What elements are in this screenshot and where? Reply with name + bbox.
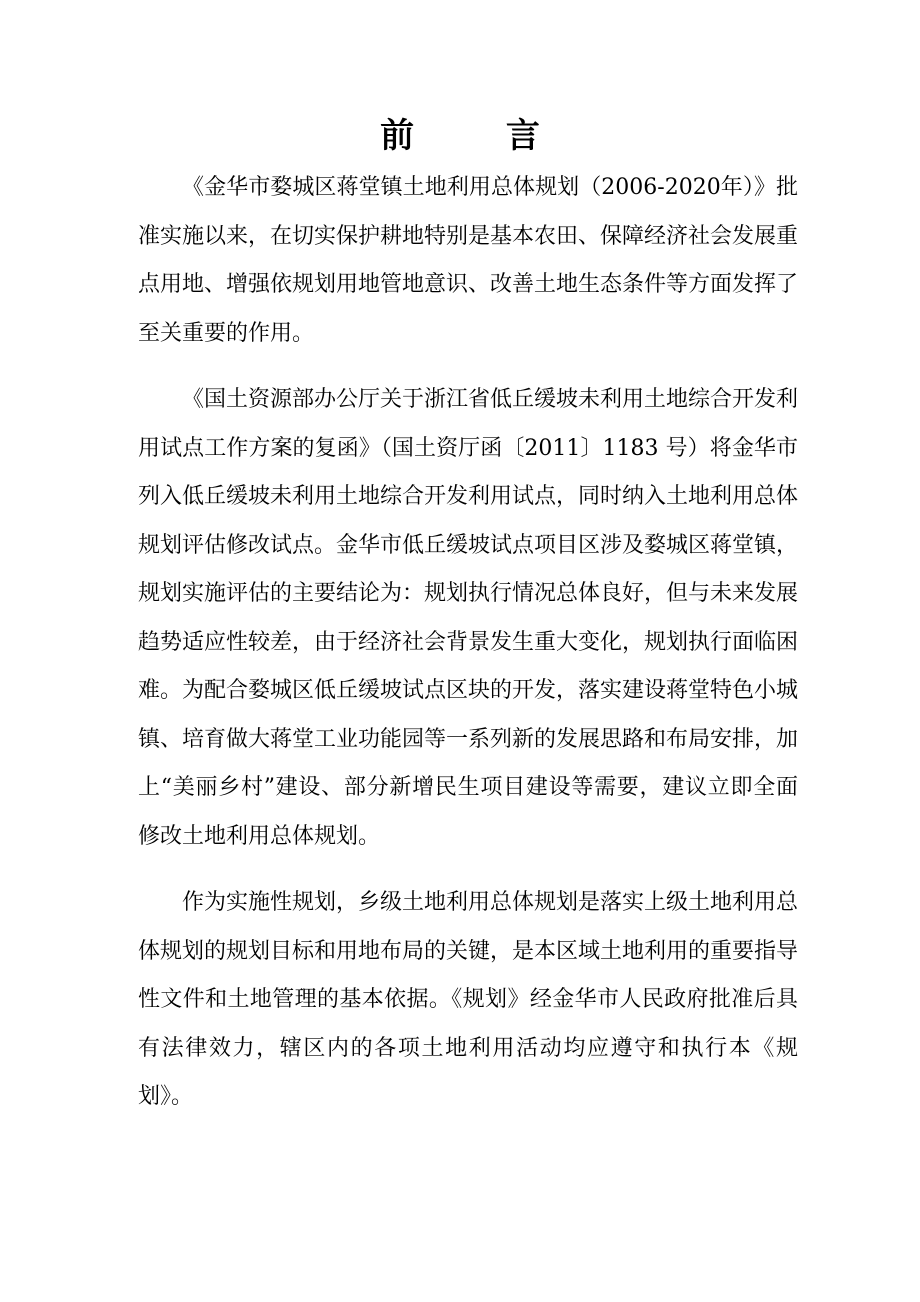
document-body: [138, 164, 798, 1122]
page-title: 前 言: [380, 116, 580, 156]
paragraph-2: 《国土资源部办公厅关于浙江省低丘缓坡未利用土地综合开发利用试点工作方案的复函》（国土资厅函〔2011〕1183 号）将金华市列入低丘缓坡未利用土地综合开发利用试点，同时纳入土地利用总体规划评估修改试点。金华市低丘缓坡试点项目区涉及婺城区蒋堂镇，规划实施评估的主要结论为：规划执行情况总体良好，但与未来发展趋势适应性较差，由于经济社会背景发生重大变化，规划执行面临困难。为配合婺城区低丘缓坡试点区块的开发，落实建设蒋堂特色小城镇、培育做大蒋堂工业功能园等一系列新的发展思路和布局安排，加上“美丽乡村”建设、部分新增民生项目建设等需要，建议立即全面修改土地利用总体规划。: [138, 387, 799, 849]
paragraph-1: 《金华市婺城区蒋堂镇土地利用总体规划（2006-2020年）》批准实施以来，在切实保护耕地特别是基本农田、保障经济社会发展重点用地、增强依规划用地管地意识、改善土地生态条件等方面发挥了至关重要的作用。: [138, 175, 799, 346]
paragraph-3: 作为实施性规划，乡级土地利用总体规划是落实上级土地利用总体规划的规划目标和用地布局的关键，是本区域土地利用的重要指导性文件和土地管理的基本依据。《规划》经金华市人民政府批准后具有法律效力，辖区内的各项土地利用活动均应遵守和执行本《规划》。: [138, 890, 799, 1109]
